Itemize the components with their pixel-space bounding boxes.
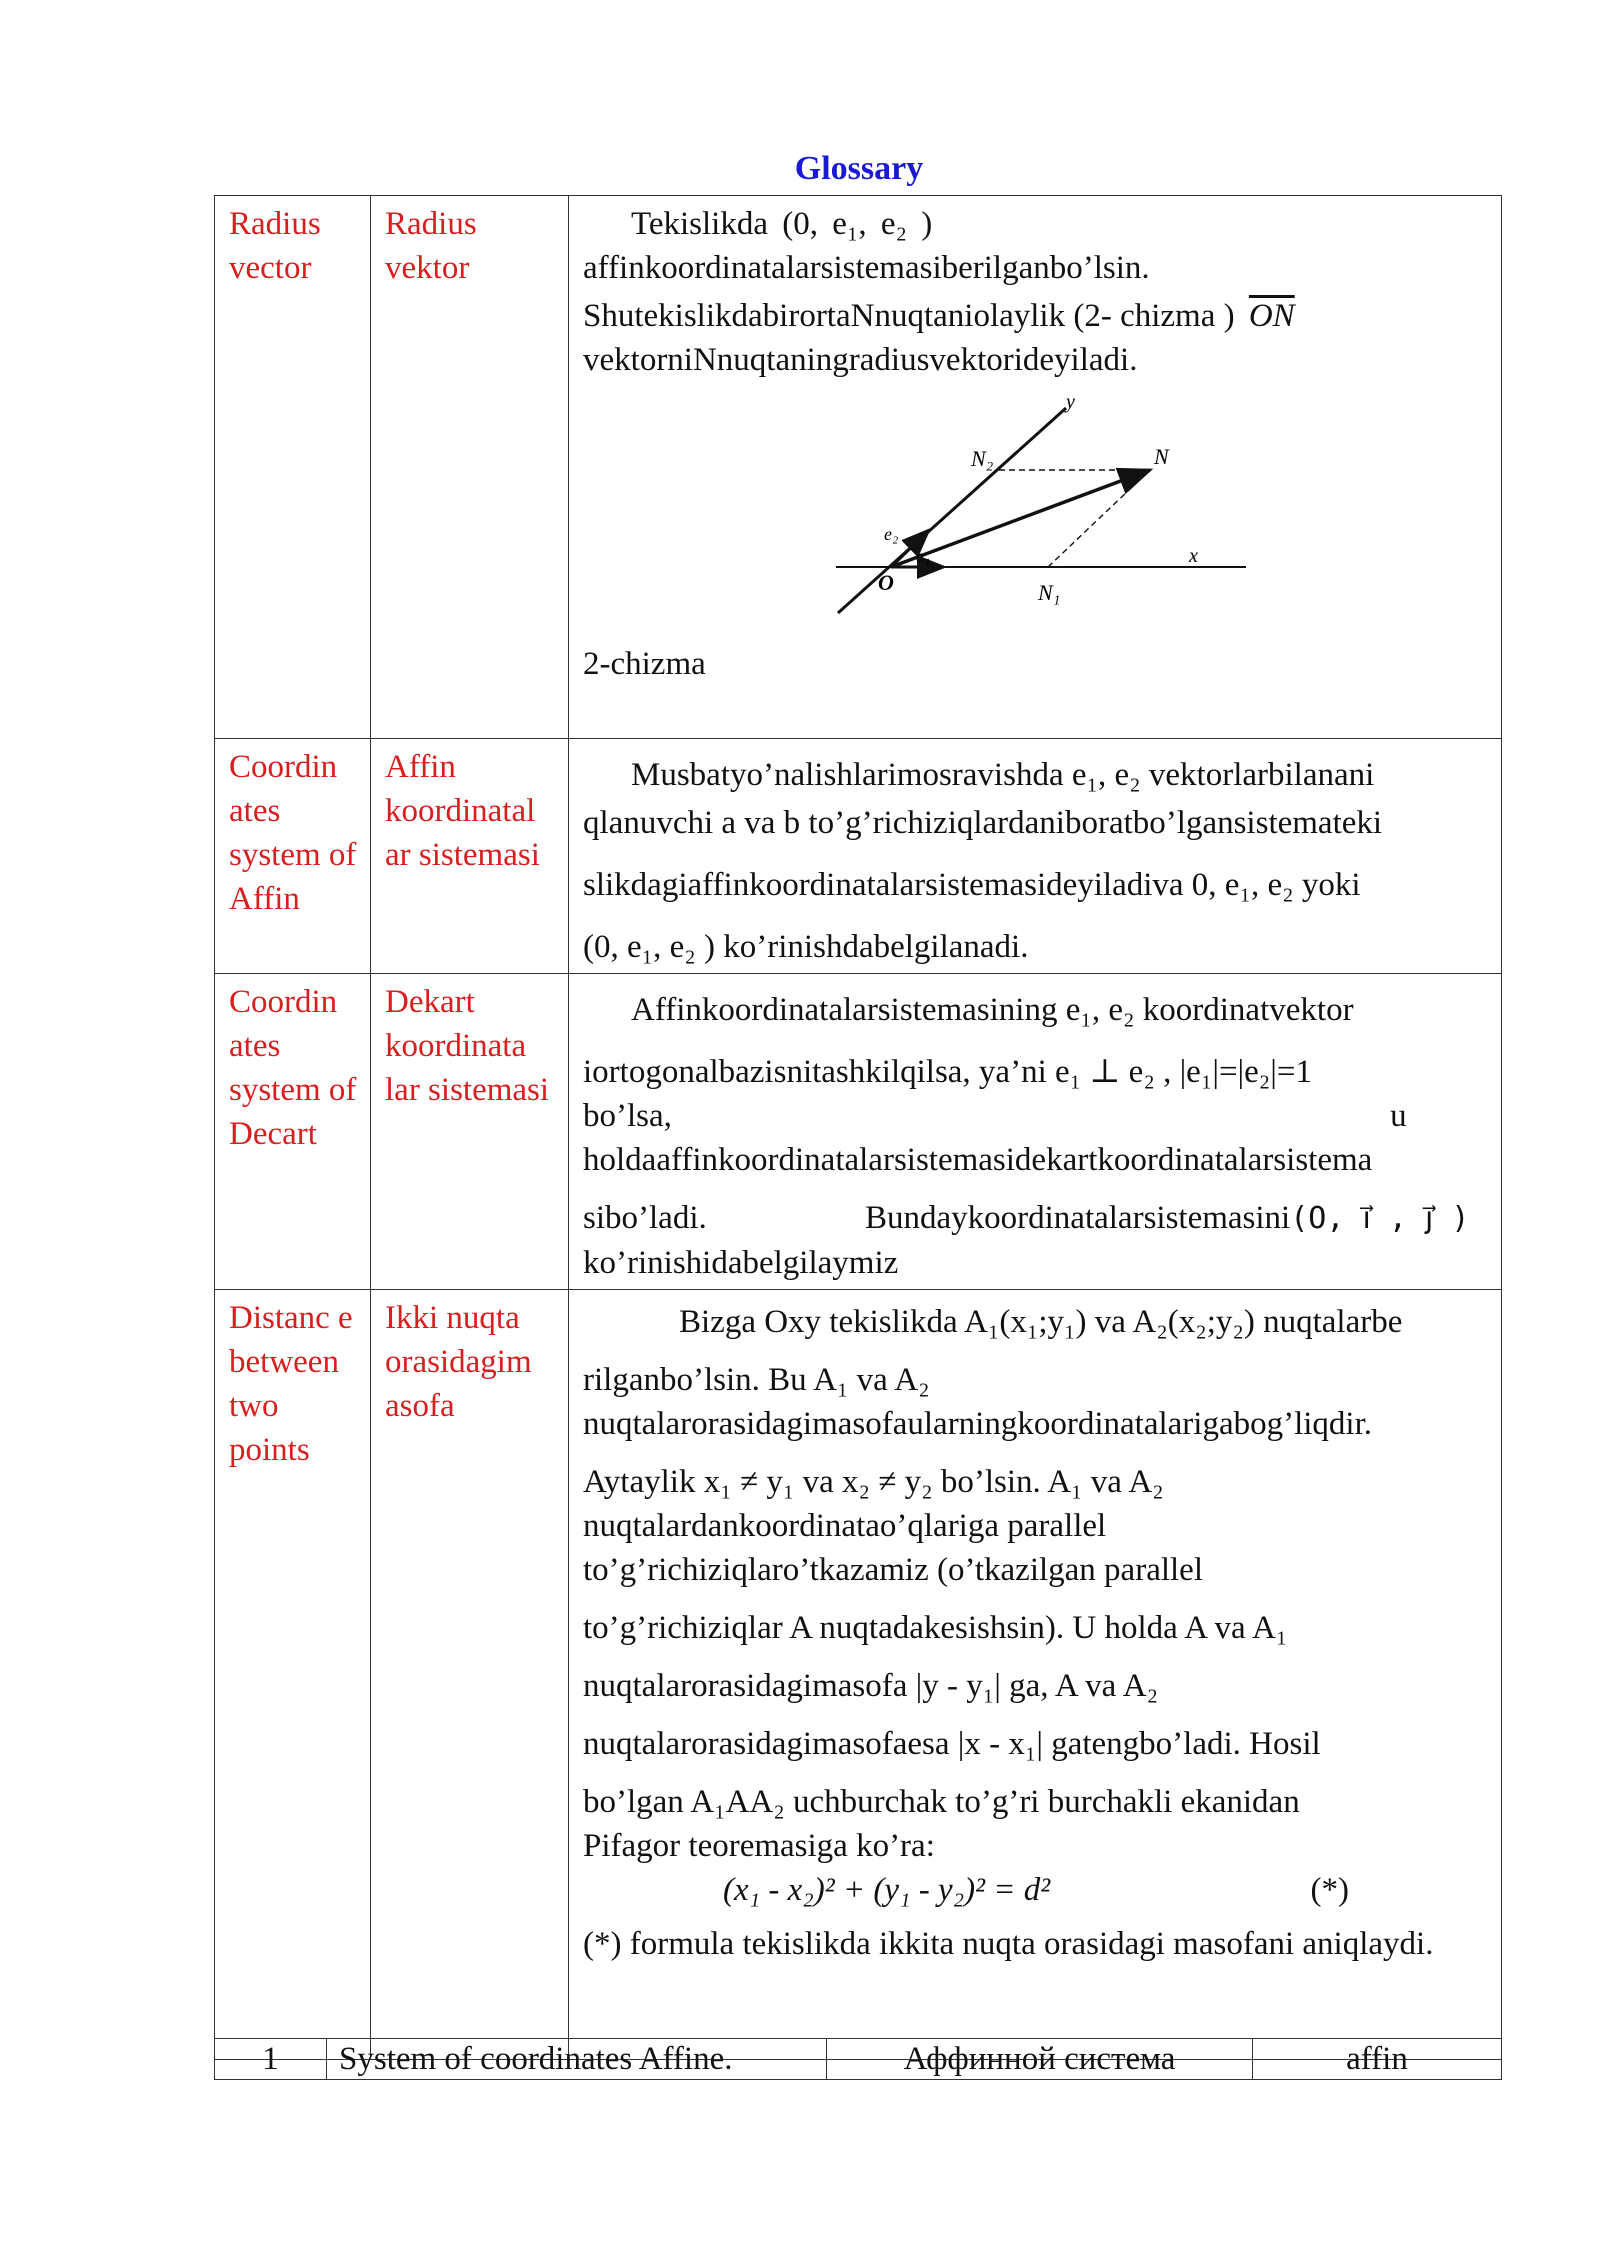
term-english: Coordin ates system of Decart [215, 974, 371, 1290]
term-uzbek: affin [1253, 2039, 1502, 2080]
vector-notation: $\overline{ON}$ [1248, 298, 1295, 334]
figure-radius-vector [583, 390, 1489, 642]
table-row [215, 2039, 1502, 2080]
figure-caption: 2-chizma [583, 646, 706, 682]
definition-line: (*) formula tekislikda ikkita nuqta orasidagi masofani aniqlaydi. [583, 1926, 1434, 1962]
definition-line: holdaaffinkoordinatalarsistemasidekartkoordinatalarsistema [583, 1142, 1373, 1178]
dashed-n1n [1048, 470, 1150, 567]
y-axis [838, 408, 1066, 613]
definition-cell [569, 974, 1502, 1290]
formula-tag: (*) [1310, 1872, 1349, 1908]
term-english: Distanc e between two points [215, 1290, 371, 2060]
point-n1-label: N₁ [1038, 580, 1061, 605]
axis-x-label: x [1189, 545, 1198, 567]
formula-line [583, 1868, 1489, 1912]
point-n-label: N [1154, 444, 1169, 469]
e1-label: e₁ [916, 546, 931, 566]
term-english: Radius vector [215, 196, 371, 739]
definition-line: nuqtalarorasidagimasofa |y - y₁| ga, A va A₂ [583, 1668, 1159, 1704]
definition-cell [569, 739, 1502, 974]
e2-label: e₂ [884, 524, 899, 544]
glossary-table [214, 195, 1502, 2060]
table-row [215, 1290, 1502, 2060]
table-row [215, 196, 1502, 739]
table-row [215, 974, 1502, 1290]
row-number: 1 [215, 2039, 327, 2080]
definition-line: bo’lgan A₁AA₂ uchburchak to’g’ri burchakli ekanidan [583, 1784, 1300, 1820]
definition-cell [569, 196, 1502, 739]
definition-line: Aytaylik x₁ ≠ y₁ va x₂ ≠ y₂ bo’lsin. A₁ va A₂ [583, 1464, 1164, 1500]
definition-line: Musbatyo’nalishlarimosravishda e₁, e₂ vektorlarbilanani [631, 757, 1375, 793]
definition-line: vektorniNnuqtaningradiusvektorideyiladi. [583, 342, 1138, 378]
definition-line: bo’lsa, u [583, 1098, 1407, 1134]
definition-line: affinkoordinatalarsistemasiberilganbo’lsin. [583, 250, 1150, 286]
definition-cell [569, 1290, 1502, 2060]
page-title: Glossary [794, 150, 924, 187]
point-n2-label: N₂ [971, 446, 994, 471]
definition-line: qlanuvchi a va b to’g’richiziqlardaniboratbo’lgansistemateki [583, 805, 1383, 841]
definition-text: ShutekislikdabirortaNnuqtaniolaylik (2- chizma ) [583, 298, 1235, 334]
term-uzbek: Radius vektor [371, 196, 569, 739]
definition-line: slikdagiaffinkoordinatalarsistemasideyiladiva 0, e₁, e₂ yoki [583, 867, 1361, 903]
definition-line: Tekislikda (0, e₁, e₂ ) [631, 206, 933, 242]
term-uzbek: Dekart koordinata lar sistemasi [371, 974, 569, 1290]
definition-line: to’g’richiziqlaro’tkazamiz (o’tkazilgan parallel [583, 1552, 1203, 1588]
term-english: System of coordinates Affine. [327, 2039, 827, 2080]
definition-line: rilganbo’lsin. Bu A₁ va A₂ [583, 1362, 930, 1398]
definition-line [583, 1196, 1489, 1241]
term-uzbek: Ikki nuqta orasidagim asofa [371, 1290, 569, 2060]
definition-line [583, 294, 1489, 338]
definition-line: iortogonalbazisnitashkilqilsa, ya’ni e₁ ⊥ e₂ , |e₁|=|e₂|=1 [583, 1054, 1313, 1090]
origin-label: O [878, 570, 894, 595]
definition-line: Affinkoordinatalarsistemasining e₁, e₂ koordinatvektor [631, 992, 1354, 1028]
definition-line: Pifagor teoremasiga ko’ra: [583, 1828, 935, 1864]
term-english: Coordin ates system of Affin [215, 739, 371, 974]
definition-line: ko’rinishidabelgilaymiz [583, 1245, 899, 1281]
definition-line: nuqtalarorasidagimasofaesa |x - x₁| gatengbo’ladi. Hosil [583, 1726, 1321, 1762]
term-uzbek: Affin koordinatal ar sistemasi [371, 739, 569, 974]
distance-formula: (x₁ - x₂)² + (y₁ - y₂)² = d² [723, 1872, 1051, 1908]
definition-line: nuqtalarorasidagimasofaularningkoordinatalarigabog’liqdir. [583, 1406, 1373, 1442]
definition-line: Bizga Oxy tekislikda A₁(x₁;y₁) va A₂(x₂;y₂) nuqtalarbe [679, 1304, 1403, 1340]
definition-line: to’g’richiziqlar A nuqtadakesishsin). U holda A va A₁ [583, 1610, 1288, 1646]
term-russian: Аффинной система [827, 2039, 1253, 2080]
definition-text: sibo’ladi. Bundaykoordinatalarsistemasini [583, 1200, 1291, 1236]
definition-line: nuqtalardankoordinatao’qlariga parallel [583, 1508, 1107, 1544]
table-row [215, 739, 1502, 974]
axis-y-label: y [1066, 391, 1075, 413]
coordinate-notation: (O, i⃗ , j⃗ ) [1290, 1201, 1470, 1236]
definition-line: (0, e₁, e₂ ) ko’rinishdabelgilanadi. [583, 929, 1029, 965]
translation-table [214, 2038, 1502, 2080]
coordinate-diagram [816, 390, 1256, 630]
